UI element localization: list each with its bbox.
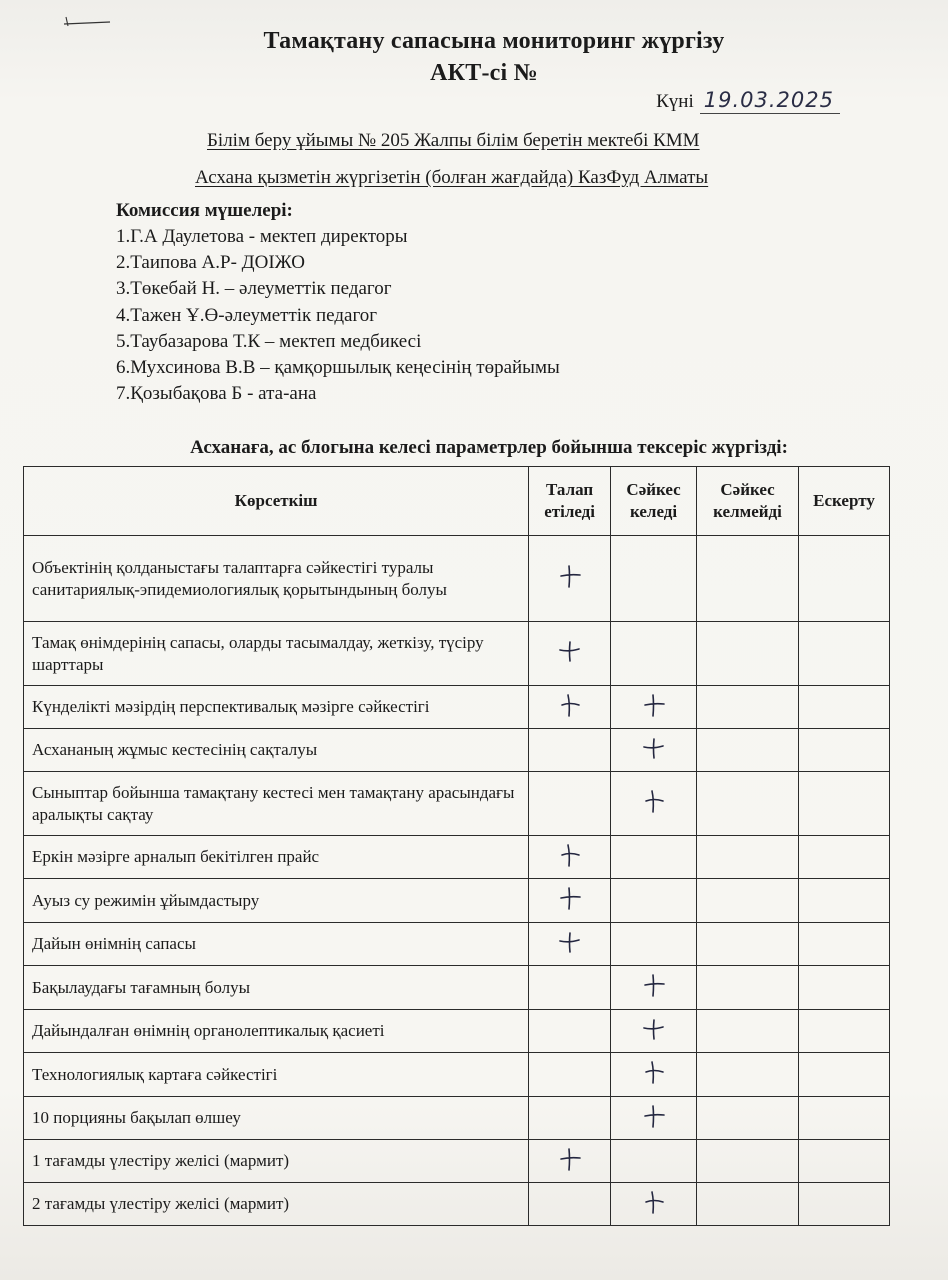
date-label: Күні bbox=[656, 91, 694, 112]
compliant-cell bbox=[611, 622, 697, 686]
noncompliant-cell bbox=[697, 686, 799, 729]
note-cell bbox=[799, 923, 890, 966]
noncompliant-cell bbox=[697, 1140, 799, 1183]
column-header-line: келмейді bbox=[713, 502, 782, 521]
column-header-line: Талап bbox=[546, 480, 594, 499]
table-row bbox=[24, 1097, 890, 1140]
required-cell bbox=[529, 1053, 611, 1097]
required-cell bbox=[529, 879, 611, 923]
date-value: 19.03.2025 bbox=[700, 88, 840, 114]
table-row bbox=[24, 1010, 890, 1053]
compliant-cell bbox=[611, 879, 697, 923]
committee-member: 5.Таубазарова Т.К – мектеп медбикесі bbox=[116, 330, 422, 352]
note-cell bbox=[799, 1183, 890, 1226]
inspection-table bbox=[23, 466, 890, 1226]
required-cell bbox=[529, 686, 611, 729]
table-row bbox=[24, 836, 890, 879]
table-row bbox=[24, 879, 890, 923]
note-cell bbox=[799, 966, 890, 1010]
noncompliant-cell bbox=[697, 622, 799, 686]
handwritten-plus-mark bbox=[557, 692, 583, 718]
required-cell bbox=[529, 772, 611, 836]
indicator-cell: 10 порцияны бақылап өлшеу bbox=[24, 1097, 529, 1140]
committee-member: 4.Тажен Ұ.Ө-әлеуметтік педагог bbox=[116, 304, 378, 326]
required-cell bbox=[529, 1183, 611, 1226]
note-cell bbox=[799, 536, 890, 622]
indicator-cell: Еркін мәзірге арналып бекітілген прайс bbox=[24, 836, 529, 879]
required-cell bbox=[529, 729, 611, 772]
inspection-rows bbox=[24, 536, 890, 1226]
indicator-cell: Дайындалған өнімнің органолептикалық қасиеті bbox=[24, 1010, 529, 1053]
required-cell bbox=[529, 1010, 611, 1053]
column-header-line: келеді bbox=[630, 502, 678, 521]
noncompliant-cell bbox=[697, 772, 799, 836]
table-row bbox=[24, 923, 890, 966]
table-row bbox=[24, 1183, 890, 1226]
note-cell bbox=[799, 772, 890, 836]
indicator-cell: Тамақ өнімдерінің сапасы, оларды тасымалдау, жеткізу, түсіру шарттары bbox=[24, 622, 529, 686]
handwritten-plus-mark bbox=[641, 735, 667, 761]
handwritten-plus-mark bbox=[641, 972, 667, 998]
handwritten-plus-mark bbox=[641, 1059, 667, 1085]
handwritten-plus-mark bbox=[557, 885, 583, 911]
note-cell bbox=[799, 1140, 890, 1183]
indicator-cell: 1 тағамды үлестіру желісі (мармит) bbox=[24, 1140, 529, 1183]
noncompliant-cell bbox=[697, 923, 799, 966]
committee-block bbox=[116, 200, 560, 407]
handwritten-plus-mark bbox=[557, 842, 583, 868]
column-header-noncompliant bbox=[697, 467, 799, 536]
compliant-cell bbox=[611, 1097, 697, 1140]
table-row bbox=[24, 686, 890, 729]
handwritten-plus-mark bbox=[557, 563, 583, 589]
note-cell bbox=[799, 879, 890, 923]
note-cell bbox=[799, 686, 890, 729]
noncompliant-cell bbox=[697, 836, 799, 879]
committee-member: 7.Қозыбақова Б - ата-ана bbox=[116, 383, 317, 405]
indicator-cell: Бақылаудағы тағамның болуы bbox=[24, 966, 529, 1010]
handwritten-plus-mark bbox=[641, 692, 667, 718]
compliant-cell bbox=[611, 729, 697, 772]
table-row bbox=[24, 536, 890, 622]
column-header-note: Ескерту bbox=[799, 467, 890, 536]
required-cell bbox=[529, 622, 611, 686]
compliant-cell bbox=[611, 772, 697, 836]
indicator-cell: Ауыз су режимін ұйымдастыру bbox=[24, 879, 529, 923]
note-cell bbox=[799, 729, 890, 772]
noncompliant-cell bbox=[697, 729, 799, 772]
noncompliant-cell bbox=[697, 879, 799, 923]
required-cell bbox=[529, 1140, 611, 1183]
compliant-cell bbox=[611, 1140, 697, 1183]
table-row bbox=[24, 622, 890, 686]
table-row bbox=[24, 966, 890, 1010]
committee-heading: Комиссия мүшелері: bbox=[116, 200, 293, 221]
noncompliant-cell bbox=[697, 1053, 799, 1097]
note-cell bbox=[799, 836, 890, 879]
noncompliant-cell bbox=[697, 966, 799, 1010]
note-cell bbox=[799, 622, 890, 686]
handwritten-plus-mark bbox=[641, 788, 667, 814]
handwritten-plus-mark bbox=[641, 1016, 667, 1042]
date-row bbox=[656, 88, 840, 114]
noncompliant-cell bbox=[697, 1183, 799, 1226]
indicator-cell: Дайын өнімнің сапасы bbox=[24, 923, 529, 966]
compliant-cell bbox=[611, 1053, 697, 1097]
school-name: Білім беру ұйымы № 205 Жалпы білім беретін мектебі КММ bbox=[207, 130, 700, 151]
noncompliant-cell bbox=[697, 1097, 799, 1140]
indicator-cell: Объектінің қолданыстағы талаптарға сәйкестігі туралы санитариялық-эпидемиологиялық қорытындының болуы bbox=[24, 536, 529, 622]
indicator-cell: Сыныптар бойынша тамақтану кестесі мен тамақтану арасындағы аралықты сақтау bbox=[24, 772, 529, 836]
committee-member: 3.Төкебай Н. – әлеуметтік педагог bbox=[116, 278, 392, 300]
indicator-cell: Күнделікті мәзірдің перспективалық мәзірге сәйкестігі bbox=[24, 686, 529, 729]
inspection-heading: Асханаға, ас блогына келесі параметрлер бойынша тексеріс жүргізді: bbox=[190, 437, 788, 458]
column-header-line: Сәйкес bbox=[626, 480, 681, 499]
noncompliant-cell bbox=[697, 1010, 799, 1053]
column-header-required bbox=[529, 467, 611, 536]
note-cell bbox=[799, 1097, 890, 1140]
table-row bbox=[24, 729, 890, 772]
column-header-line: етіледі bbox=[544, 502, 596, 521]
handwritten-plus-mark bbox=[557, 1146, 583, 1172]
committee-member: 2.Таипова А.Р- ДОІЖО bbox=[116, 252, 305, 274]
column-header-compliant bbox=[611, 467, 697, 536]
table-header-row bbox=[24, 467, 890, 536]
table-row bbox=[24, 1140, 890, 1183]
required-cell bbox=[529, 836, 611, 879]
noncompliant-cell bbox=[697, 536, 799, 622]
indicator-cell: Технологиялық картаға сәйкестігі bbox=[24, 1053, 529, 1097]
note-cell bbox=[799, 1010, 890, 1053]
required-cell bbox=[529, 923, 611, 966]
document-title: Тамақтану сапасына мониторинг жүргізу bbox=[263, 28, 725, 54]
committee-member: 1.Г.А Даулетова - мектеп директоры bbox=[116, 226, 408, 247]
compliant-cell bbox=[611, 1183, 697, 1226]
indicator-cell: Асхананың жұмыс кестесінің сақталуы bbox=[24, 729, 529, 772]
required-cell bbox=[529, 536, 611, 622]
indicator-cell: 2 тағамды үлестіру желісі (мармит) bbox=[24, 1183, 529, 1226]
compliant-cell bbox=[611, 536, 697, 622]
compliant-cell bbox=[611, 686, 697, 729]
act-number-title: АКТ-сі № bbox=[430, 60, 538, 86]
handwritten-plus-mark bbox=[641, 1103, 667, 1129]
column-header-line: Сәйкес bbox=[720, 480, 775, 499]
note-cell bbox=[799, 1053, 890, 1097]
table-row bbox=[24, 1053, 890, 1097]
column-header-indicator: Көрсеткіш bbox=[24, 467, 529, 536]
committee-member: 6.Мухсинова В.В – қамқоршылық кеңесінің төрайымы bbox=[116, 357, 560, 379]
compliant-cell bbox=[611, 836, 697, 879]
table-row bbox=[24, 772, 890, 836]
handwritten-plus-mark bbox=[557, 638, 583, 664]
compliant-cell bbox=[611, 923, 697, 966]
canteen-operator: Асхана қызметін жүргізетін (болған жағдайда) КазФуд Алматы bbox=[195, 167, 709, 188]
compliant-cell bbox=[611, 1010, 697, 1053]
required-cell bbox=[529, 966, 611, 1010]
required-cell bbox=[529, 1097, 611, 1140]
handwritten-plus-mark bbox=[641, 1189, 667, 1215]
compliant-cell bbox=[611, 966, 697, 1010]
handwritten-plus-mark bbox=[557, 929, 583, 955]
pen-stroke-mark bbox=[62, 14, 112, 28]
